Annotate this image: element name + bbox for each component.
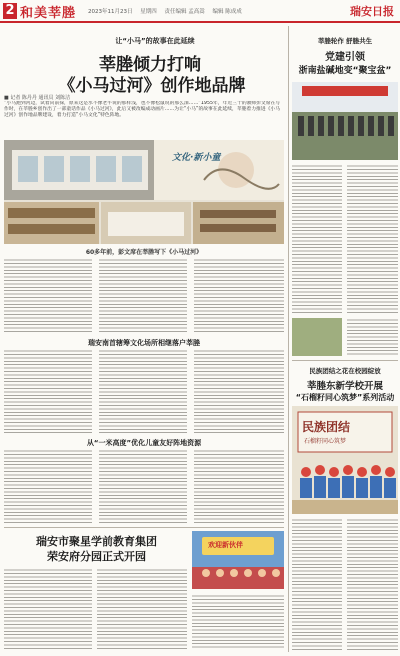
school-title-1: 莘塍东新学校开展 — [306, 381, 383, 392]
weekday: 星期四 — [140, 9, 157, 15]
farm-col-3 — [347, 318, 398, 356]
story-two-col-3 — [194, 349, 284, 435]
page-number: 2 — [3, 3, 17, 19]
lead-title-1: 莘塍倾力打响 — [99, 55, 201, 75]
stage-subtext: 石榴籽同心筑梦 — [304, 438, 347, 445]
lead-title-2: 《小马过河》创作地品牌 — [58, 76, 246, 96]
story-two-col-1 — [4, 349, 92, 435]
school-col-1 — [292, 518, 342, 650]
page-meta — [88, 7, 248, 15]
newspaper-logo: 瑞安日报 — [350, 5, 394, 18]
lead-kicker: 让“小马”的故事在此延续 — [115, 37, 195, 45]
kindergarten-col-3 — [192, 594, 284, 650]
story-two-col-2 — [99, 349, 187, 435]
kindergarten-photo — [192, 531, 284, 589]
lead-body-col-3 — [194, 258, 284, 334]
farm-title-1: 党建引领 — [325, 52, 365, 63]
farm-col-2 — [347, 164, 398, 314]
byline-text: 记者 陈丹丹 通讯员 刘陈洁 — [10, 95, 71, 101]
farm-photo — [292, 82, 398, 160]
column-divider — [288, 26, 289, 652]
school-kicker: 民族团结之花在校园绽放 — [309, 367, 381, 375]
masthead-divider — [0, 21, 400, 23]
bottom-left-divider — [4, 527, 284, 528]
stage-banner: 民族团结 — [302, 420, 351, 434]
lead-body-col-2 — [99, 258, 187, 334]
lead-body-col-1 — [4, 258, 92, 334]
kindergarten-title-2: 荣安府分园正式开园 — [47, 550, 146, 563]
mural-text: 文化·新小童 — [172, 153, 221, 163]
school-title-2: “石榴籽同心筑梦”系列活动 — [295, 393, 395, 402]
school-col-2 — [347, 518, 398, 650]
section-title: 和美莘塍 — [20, 6, 77, 21]
editor: 责任编辑 孟高嵩 — [164, 9, 205, 15]
date: 2023年11月23日 — [88, 9, 133, 15]
lead-intro: “小马跑到河边，试着向前探，原来这是水不像老牛说的那样浅，也不像松鼠说的那么深……”1955年，年近三十的教师彭文席在写作时，在莘塍乡创作出了一部童话作品《小马过河》，此后又被改编成动画片……为让“小马”的故事在此延续，莘塍着力推进《小马过河》创作地品牌建设，着力打造“小马文化”特色阵地。 — [4, 101, 281, 118]
kindergarten-sign: 欢迎新伙伴 — [208, 541, 243, 549]
story-three-col-3 — [194, 449, 284, 523]
designer: 编辑 陈成成 — [212, 9, 242, 15]
lead-photo-caption: 60多年前，彭文席在莘塍写下《小马过河》 — [85, 249, 203, 256]
lead-photo — [4, 140, 284, 244]
story-three-title: 从“一米高度”优化儿童友好阵地资源 — [86, 439, 202, 447]
farm-title-2: 浙南盐碱地变“聚宝盆” — [298, 66, 392, 76]
farm-kicker: 莘塍轮作 舒塍共生 — [317, 37, 373, 45]
kindergarten-title-1: 瑞安市聚星学前教育集团 — [36, 535, 157, 548]
school-photo — [292, 406, 398, 514]
story-three-col-1 — [4, 449, 92, 523]
story-two-title: 瑞安南首辖筹文化场所相继落户莘塍 — [88, 339, 200, 347]
lead-byline: ■ 记者 陈丹丹 通讯员 刘陈洁 — [4, 95, 71, 101]
farm-col-1 — [292, 164, 342, 314]
farm-field-photo — [292, 318, 342, 356]
story-three-col-2 — [99, 449, 187, 523]
kindergarten-col-1 — [4, 568, 92, 650]
right-divider — [292, 360, 398, 361]
page-masthead — [0, 0, 400, 22]
kindergarten-col-2 — [97, 568, 187, 650]
